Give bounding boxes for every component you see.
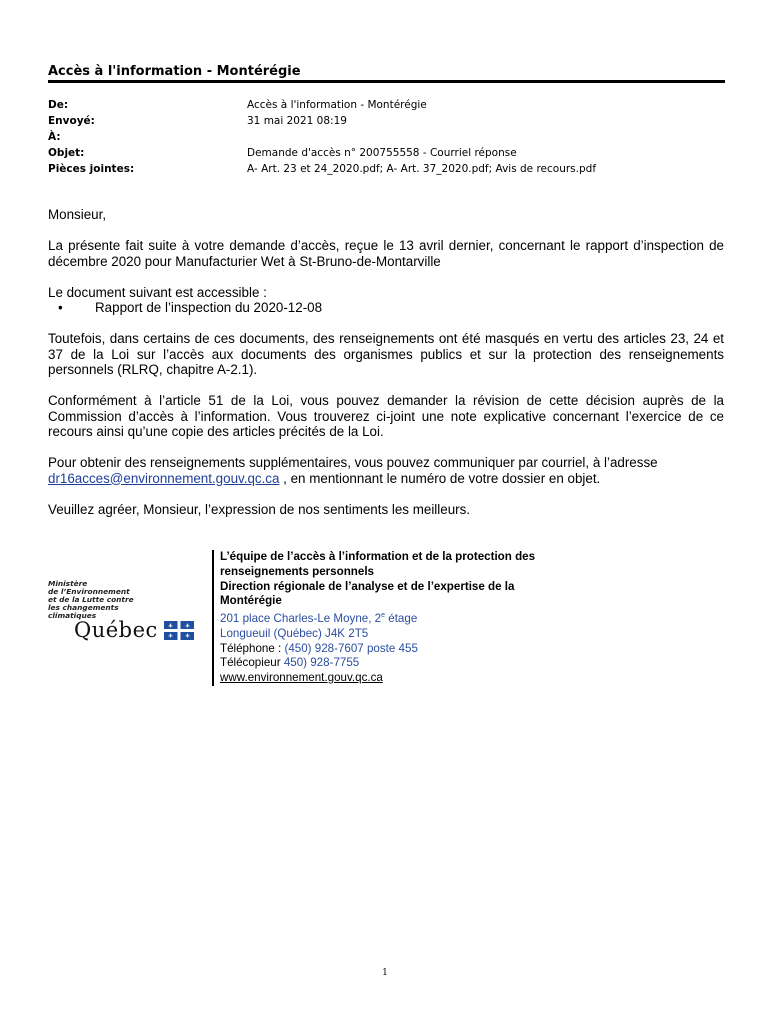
header-from-value: Accès à l'information - Montérégie (247, 99, 427, 111)
ministry-name (48, 580, 198, 620)
header-subject-value: Demande d'accès n° 200755558 - Courriel réponse (247, 147, 517, 159)
document-list (48, 300, 724, 316)
address-street: 201 place Charles-Le Moyne, 2 (220, 612, 382, 626)
fax-line (220, 656, 535, 671)
ministry-line: et de la Lutte contre (48, 595, 134, 604)
header-sent-value: 31 mai 2021 08:19 (247, 115, 347, 127)
email-subject-title: Accès à l'information - Montérégie (48, 64, 301, 79)
ministry-line: Ministère (48, 579, 88, 588)
greeting: Monsieur, (48, 207, 107, 222)
header-to-row (48, 129, 728, 145)
paragraph-document-available: Le document suivant est accessible : (48, 284, 267, 300)
paragraph-contact (48, 455, 724, 486)
header-attachments-label: Pièces jointes: (48, 163, 135, 175)
page-number: 1 (382, 968, 388, 978)
team-name-cont: renseignements personnels (220, 564, 374, 578)
website-link[interactable]: www.environnement.gouv.qc.ca (220, 671, 383, 685)
header-from-label: De: (48, 99, 69, 111)
direction-name-cont: Montérégie (220, 594, 282, 608)
email-link[interactable]: dr16acces@environnement.gouv.qc.ca (48, 470, 280, 486)
title-divider (48, 80, 725, 83)
paragraph-review-rights: Conformément à l’article 51 de la Loi, vous pouvez demander la révision de cette décision auprès de la Commission d’accès à l’information. Vous trouverez ci-joint une note explicative concernant l’exercice de ce recours ainsi qu’une copie des articles précités de la Loi. (48, 393, 724, 439)
signature-divider (212, 550, 214, 686)
list-item-label: Rapport de l’inspection du 2020-12-08 (95, 300, 323, 315)
header-to-label: À: (48, 131, 61, 143)
address-line-1 (220, 609, 535, 627)
address-line-2: Longueuil (Québec) J4K 2T5 (220, 626, 369, 640)
phone-number[interactable]: (450) 928-7607 poste 455 (284, 641, 418, 655)
bullet-icon: • (58, 300, 63, 315)
ministry-line: climatiques (48, 611, 97, 620)
header-from-row (48, 97, 728, 113)
signature-text (220, 550, 535, 686)
ministry-line: de l’Environnement (48, 587, 130, 596)
phone-label: Téléphone : (220, 641, 285, 655)
quebec-wordmark: Québec (74, 618, 158, 642)
fax-label: Télécopieur (220, 656, 284, 670)
email-body (48, 207, 724, 533)
header-sent-label: Envoyé: (48, 115, 95, 127)
closing: Veuillez agréer, Monsieur, l’expression de nos sentiments les meilleurs. (48, 501, 471, 517)
contact-text: Pour obtenir des renseignements supplémentaires, vous pouvez communiquer par courriel, à l’adresse (48, 455, 658, 470)
signature-block (48, 548, 728, 686)
address-sup: e (381, 612, 386, 620)
fax-number: 450) 928-7755 (283, 656, 360, 670)
quebec-ministry-logo (48, 580, 198, 650)
header-sent-row (48, 113, 728, 129)
paragraph-request: La présente fait suite à votre demande d’accès, reçue le 13 avril dernier, concernant le rapport d’inspection de décembre 2020 pour Manufacturier Wet à St-Bruno-de-Montarville (48, 238, 724, 269)
direction-name: Direction régionale de l’analyse et de l’expertise de la (220, 579, 515, 593)
header-attachments-value[interactable]: A- Art. 23 et 24_2020.pdf; A- Art. 37_2020.pdf; Avis de recours.pdf (247, 163, 597, 175)
header-subject-row (48, 145, 728, 161)
list-item (48, 300, 724, 316)
header-attachments-row (48, 161, 728, 177)
phone-line (220, 642, 535, 657)
contact-text-end: , en mentionnant le numéro de votre dossier en objet. (279, 470, 601, 486)
paragraph-masked-info: Toutefois, dans certains de ces documents, des renseignements ont été masqués en vertu des articles 23, 24 et 37 de la Loi sur l’accès aux documents des organismes publics et sur la protection des renseignements personnels (RLRQ, chapitre A-2.1). (48, 331, 724, 377)
email-header (48, 97, 728, 177)
quebec-flag-icon (164, 621, 194, 640)
ministry-line: les changements (48, 603, 119, 612)
header-subject-label: Objet: (48, 147, 85, 159)
team-name: L’équipe de l’accès à l’information et de la protection des (220, 550, 536, 563)
address-floor: étage (385, 612, 418, 626)
